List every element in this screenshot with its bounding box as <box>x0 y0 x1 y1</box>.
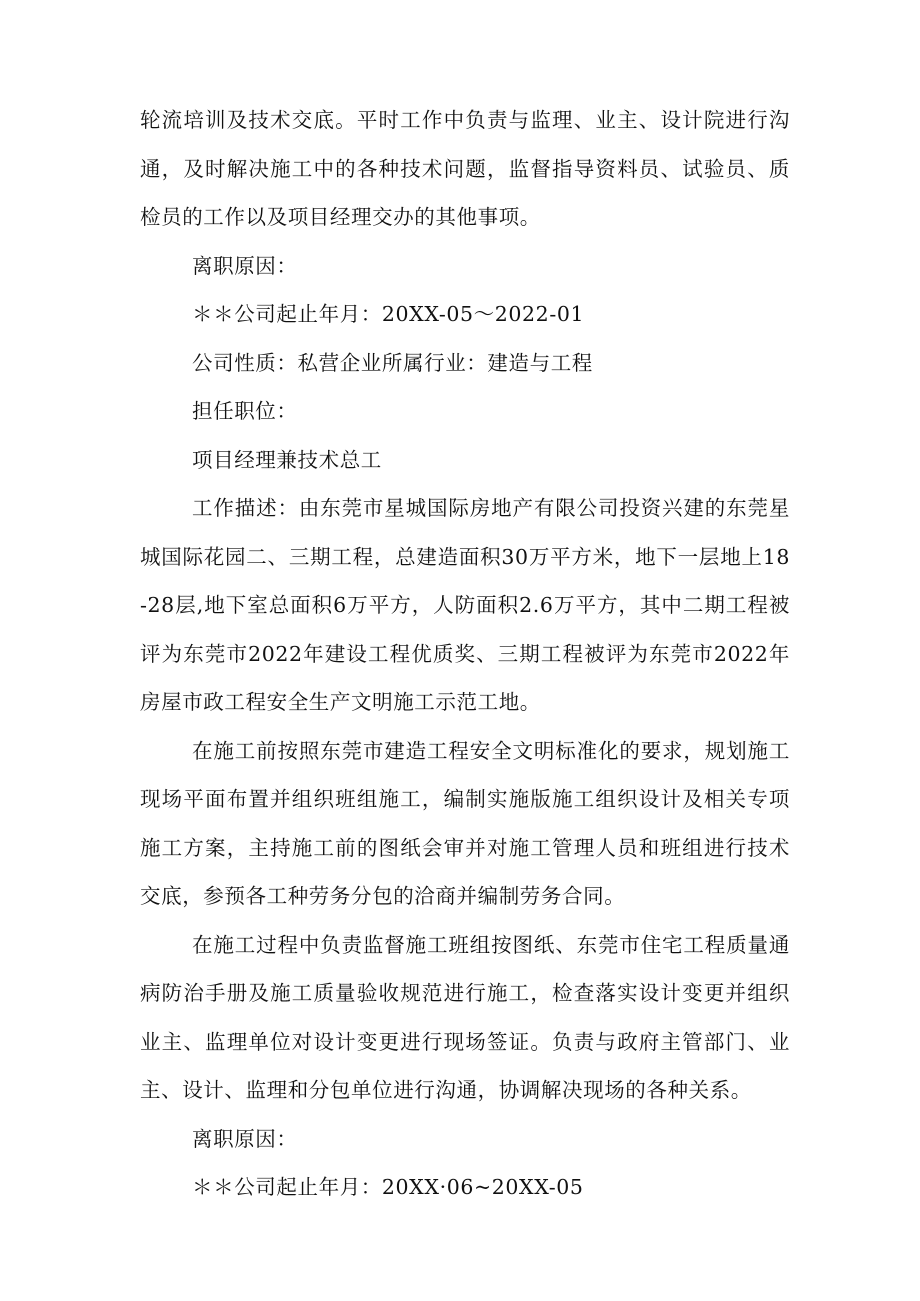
paragraph-duties-continued: 轮流培训及技术交底。平时工作中负责与监理、业主、设计院进行沟通，及时解决施工中的各种技术问题，监督指导资料员、试验员、质检员的工作以及项目经理交办的其他事项。 <box>140 108 790 229</box>
paragraph-construction-process: 在施工过程中负责监督施工班组按图纸、东莞市住宅工程质量通病防治手册及施工质量验收规范进行施工，检查落实设计变更并组织业主、监理单位对设计变更进行现场签证。负责与政府主管部门、业主、设计、监理和分包单位进行沟通，协调解决现场的各种关系。 <box>140 932 790 1102</box>
paragraph-company-nature: 公司性质：私营企业所属行业：建造与工程 <box>192 350 593 375</box>
paragraph-leave-reason-2: 离职原因： <box>192 1126 298 1151</box>
paragraph-company-dates-1: ＊＊公司起止年月：20XX-05～2022-01 <box>192 302 585 326</box>
paragraph-company-dates-2: ＊＊公司起止年月：20XX·06~20XX-05 <box>192 1175 584 1199</box>
paragraph-position-value: 项目经理兼技术总工 <box>192 447 382 472</box>
paragraph-leave-reason-1: 离职原因： <box>192 253 298 278</box>
paragraph-position-label: 担任职位： <box>192 399 298 423</box>
document-page <box>140 96 790 1212</box>
paragraph-pre-construction: 在施工前按照东莞市建造工程安全文明标准化的要求，规划施工现场平面布置并组织班组施工，编制实施版施工组织设计及相关专项施工方案，主持施工前的图纸会审并对施工管理人员和班组进行技术交底，参预各工种劳务分包的洽商并编制劳务合同。 <box>140 738 790 908</box>
paragraph-work-description: 工作描述：由东莞市星城国际房地产有限公司投资兴建的东莞星城国际花园二、三期工程，总建造面积30万平方米，地下一层地上18-28层,地下室总面积6万平方，人防面积2.6万平方，其中二期工程被评为东莞市2022年建设工程优质奖、三期工程被评为东莞市2022年房屋市政工程安全生产文明施工示范工地。 <box>140 496 790 714</box>
